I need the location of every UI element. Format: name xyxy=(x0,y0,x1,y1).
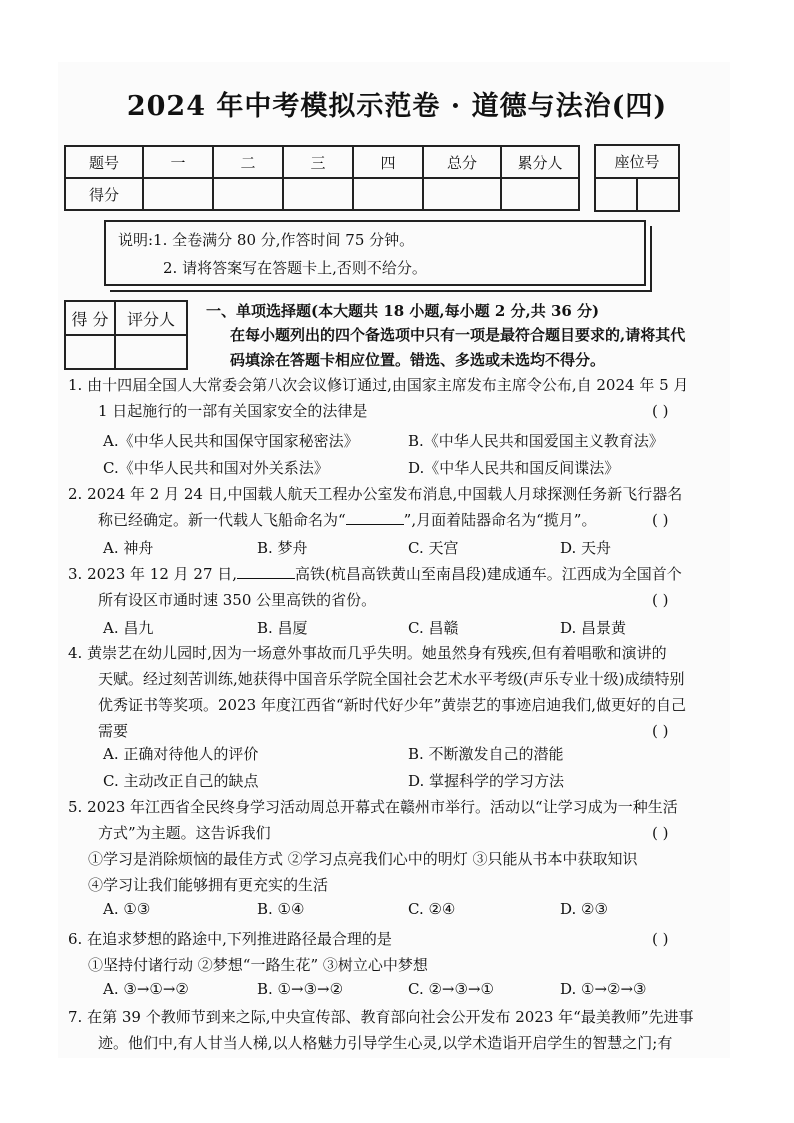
option: D. 昌景黄 xyxy=(560,619,627,637)
grader-score-label: 得 分 xyxy=(65,301,115,335)
option: B. ①→③→② xyxy=(257,980,344,998)
question-stem: 优秀证书等奖项。2023 年度江西省“新时代好少年”黄崇艺的事迹启迪我们,做更好的自己 xyxy=(98,696,687,714)
question-3 xyxy=(68,561,700,613)
question-2 xyxy=(68,481,700,533)
option: C. 主动改正自己的缺点 xyxy=(103,772,259,790)
option: D. 天舟 xyxy=(560,539,612,557)
score-cell xyxy=(353,178,423,210)
statement-items: ①学习是消除烦恼的最佳方式 ②学习点亮我们心中的明灯 ③只能从书本中获取知识 xyxy=(88,850,638,868)
option: C. 天宫 xyxy=(408,539,459,557)
question-1 xyxy=(68,372,700,424)
question-stem: 需要 xyxy=(98,722,129,740)
option: A. ③→①→② xyxy=(103,980,189,998)
score-header-cell: 一 xyxy=(143,146,213,178)
question-4 xyxy=(68,640,700,744)
question-stem: 4. 黄崇艺在幼儿园时,因为一场意外事故而几乎失明。她虽然身有残疾,但有着唱歌和演讲的 xyxy=(68,644,667,662)
answer-paren: ( ) xyxy=(652,591,669,609)
answer-paren: ( ) xyxy=(652,722,669,740)
instruction-line: 说明:1. 全卷满分 80 分,作答时间 75 分钟。 xyxy=(118,231,415,249)
option: C. ②→③→① xyxy=(408,980,494,998)
question-5 xyxy=(68,794,700,898)
grader-name-label: 评分人 xyxy=(115,301,187,335)
question-stem: 天赋。经过刻苦训练,她获得中国音乐学院全国社会艺术水平考级(声乐专业十级)成绩特别 xyxy=(98,670,685,688)
answer-paren: ( ) xyxy=(652,511,669,529)
score-cell xyxy=(213,178,283,210)
question-stem: 方式”为主题。这告诉我们 xyxy=(98,824,271,842)
option: D. ②③ xyxy=(560,900,608,918)
score-cell xyxy=(501,178,579,210)
question-stem: 3. 2023 年 12 月 27 日, xyxy=(68,565,238,583)
question-7 xyxy=(68,1004,700,1056)
score-header-cell: 四 xyxy=(353,146,423,178)
option: C.《中华人民共和国对外关系法》 xyxy=(103,459,329,477)
option: A. ①③ xyxy=(103,900,151,918)
seat-number-label: 座位号 xyxy=(595,145,679,178)
grader-table xyxy=(64,300,188,370)
option: D.《中华人民共和国反间谍法》 xyxy=(408,459,620,477)
answer-paren: ( ) xyxy=(652,930,669,948)
grader-cell xyxy=(65,335,115,369)
answer-paren: ( ) xyxy=(652,824,669,842)
grader-cell xyxy=(115,335,187,369)
question-stem: 7. 在第 39 个教师节到来之际,中央宣传部、教育部向社会公开发布 2023 年“最美教师”先进事 xyxy=(68,1008,694,1026)
answer-blank xyxy=(346,508,404,525)
option: D. 掌握科学的学习方法 xyxy=(408,772,565,790)
option: A.《中华人民共和国保守国家秘密法》 xyxy=(103,432,359,450)
option: B.《中华人民共和国爱国主义教育法》 xyxy=(408,432,664,450)
option: A. 正确对待他人的评价 xyxy=(103,745,259,763)
option: B. 不断激发自己的潜能 xyxy=(408,745,564,763)
question-stem: 2. 2024 年 2 月 24 日,中国载人航天工程办公室发布消息,中国载人月球探测任务新飞行器名 xyxy=(68,485,683,503)
score-header-cell: 累分人 xyxy=(501,146,579,178)
option: A. 昌九 xyxy=(103,619,154,637)
instruction-line: 2. 请将答案写在答题卡上,否则不给分。 xyxy=(163,259,427,277)
score-cell xyxy=(143,178,213,210)
seat-number-table xyxy=(594,144,680,212)
option: B. 梦舟 xyxy=(257,539,308,557)
score-header-cell: 二 xyxy=(213,146,283,178)
instructions-box xyxy=(104,220,646,286)
question-stem: 5. 2023 年江西省全民终身学习活动周总开幕式在赣州市举行。活动以“让学习成为一种生活 xyxy=(68,798,678,816)
statement-items: ①坚持付诸行动 ②梦想“一路生花” ③树立心中梦想 xyxy=(88,956,428,974)
question-stem: 高铁(杭昌高铁黄山至南昌段)建成通车。江西成为全国首个 xyxy=(295,565,682,583)
question-stem: 1. 由十四届全国人大常委会第八次会议修订通过,由国家主席发布主席令公布,自 2024 年 5 月 xyxy=(68,376,689,394)
score-cell xyxy=(423,178,501,210)
option: C. ②④ xyxy=(408,900,456,918)
score-header-cell: 三 xyxy=(283,146,353,178)
answer-paren: ( ) xyxy=(652,402,669,420)
section-description: 在每小题列出的四个备选项中只有一项是最符合题目要求的,请将其代码填涂在答题卡相应位置。错选、多选或未选均不得分。 xyxy=(230,326,686,369)
option: D. ①→②→③ xyxy=(560,980,647,998)
option: A. 神舟 xyxy=(103,539,154,557)
question-stem: 称已经确定。新一代载人飞船命名为“ xyxy=(98,511,346,529)
option: C. 昌赣 xyxy=(408,619,459,637)
answer-blank xyxy=(237,562,295,579)
question-stem: 所有设区市通时速 350 公里高铁的省份。 xyxy=(98,591,377,609)
question-stem: 6. 在追求梦想的路途中,下列推进路径最合理的是 xyxy=(68,930,392,948)
option: B. 昌厦 xyxy=(257,619,308,637)
statement-items: ④学习让我们能够拥有更充实的生活 xyxy=(88,876,329,894)
score-cell xyxy=(283,178,353,210)
question-stem: 1 日起施行的一部有关国家安全的法律是 xyxy=(98,402,368,420)
seat-cell xyxy=(595,178,637,211)
score-table xyxy=(64,145,580,211)
question-6 xyxy=(68,926,700,978)
question-stem: 迹。他们中,有人甘当人梯,以人格魅力引导学生心灵,以学术造诣开启学生的智慧之门;有 xyxy=(98,1034,673,1052)
section-heading: 一、单项选择题(本大题共 18 小题,每小题 2 分,共 36 分) xyxy=(206,302,600,320)
question-stem: ”,月面着陆器命名为“揽月”。 xyxy=(403,511,597,529)
page-title: 2024 年中考模拟示范卷 · 道德与法治(四) xyxy=(126,91,668,122)
score-header-cell: 题号 xyxy=(65,146,143,178)
score-row-label: 得分 xyxy=(65,178,143,210)
seat-cell xyxy=(637,178,679,211)
option: B. ①④ xyxy=(257,900,305,918)
score-header-cell: 总分 xyxy=(423,146,501,178)
